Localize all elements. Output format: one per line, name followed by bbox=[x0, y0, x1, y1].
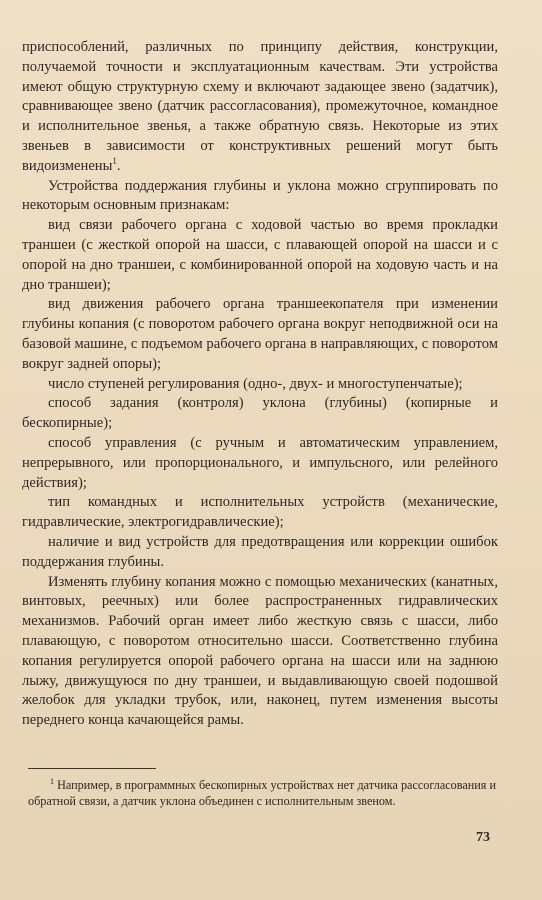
footnote bbox=[28, 777, 496, 809]
list-item-stage-count: число ступеней регулирования (одно-, двух- и многоступенчатые); bbox=[48, 375, 463, 392]
paragraph-intro: Устройства поддержания глубины и уклона можно сгруппировать по некоторым основным признакам: bbox=[22, 177, 498, 214]
paragraph-end: . bbox=[116, 157, 121, 174]
list-item-slope-setting: способ задания (контроля) уклона (глубины) (копирные и бескопирные); bbox=[22, 395, 498, 432]
paragraph-depth-change: Изменять глубину копания можно с помощью механических (канатных, винтовых, реечных) или более распространенных гидравлических механизмов. Рабочий орган имеет либо жесткую связь с шасси, либо плавающую, с поворотом относительно шасси. Соответственно глубина копания регулируется опорой рабочего органа на шасси или на заднюю лыжу, движущуюся по дну траншеи, и выдавливающую своей подошвой желобок для укладки трубок, или, наконец, путем изменения высоты переднего конца качающейся рамы. bbox=[22, 573, 498, 729]
page-number: 73 bbox=[476, 830, 490, 845]
footnote-mark: 1 bbox=[50, 776, 54, 786]
list-item-device-type: тип командных и исполнительных устройств (механические, гидравлические, электрогидравлические); bbox=[22, 494, 498, 531]
paragraph-text: приспособлений, различных по принципу действия, конструкции, получаемой точности и эксплуатационным качествам. Эти устройства имеют общую структурную схему и включают задающее звено (задатчик), сравнивающее звено (датчик рассогласования), промежуточное, командное и исполнительное звенья, а также обратную связь. Некоторые из этих звеньев в зависимости от конструктивных решений могут быть видоизменены bbox=[22, 39, 498, 174]
footnote-text: Например, в программных бескопирных устройствах нет датчика рассогласования и обратной связи, а датчик уклона объединен с исполнительным звеном. bbox=[28, 778, 496, 809]
body-text bbox=[22, 38, 498, 731]
footnote-reference[interactable]: 1 bbox=[112, 155, 117, 166]
footnote-divider bbox=[28, 768, 156, 769]
footnote-paragraph bbox=[28, 777, 496, 809]
list-item-error-correction: наличие и вид устройств для предотвращения или коррекции ошибок поддержания глубины. bbox=[22, 533, 498, 570]
paragraph-continuation bbox=[22, 38, 498, 177]
list-item-control-method: способ управления (с ручным и автоматическим управлением, непрерывного, или пропорционального, и импульсного, или релейного действия); bbox=[22, 434, 498, 491]
list-item-movement-type: вид движения рабочего органа траншеекопателя при изменении глубины копания (с поворотом рабочего органа вокруг неподвижной оси на базовой машине, с подъемом рабочего органа в направляющих, с поворотом вокруг задней опоры); bbox=[22, 296, 498, 372]
list-item-connection-type: вид связи рабочего органа с ходовой частью во время прокладки траншеи (с жесткой опорой на шасси, с плавающей опорой на шасси и с опорой на дно траншеи, с комбинированной опорой на ходовую часть и на дно траншеи); bbox=[22, 217, 498, 293]
